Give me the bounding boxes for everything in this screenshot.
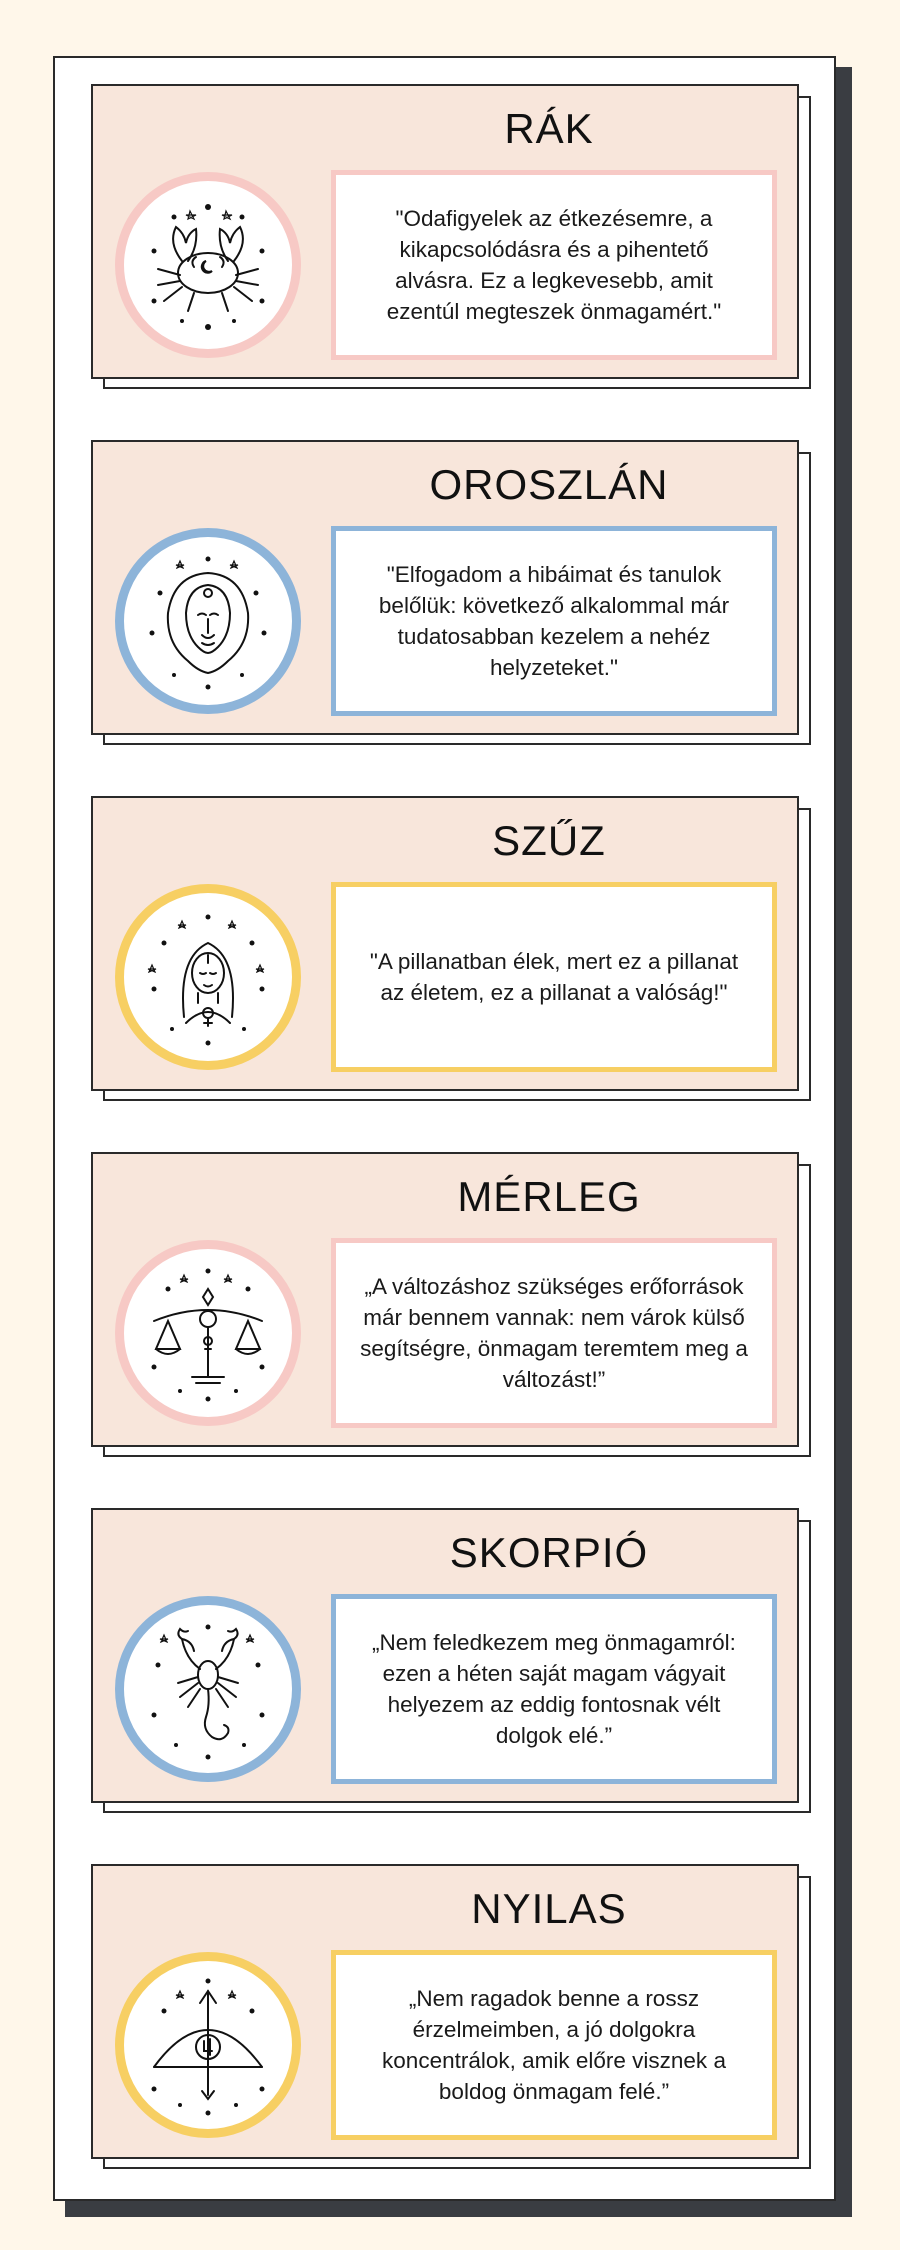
scorpio-scorpion-icon [124, 1605, 292, 1773]
quote-text: "A pillanatban élek, mert ez a pillanat az életem, ez a pillanat a valóság!" [369, 949, 739, 1005]
sign-card-skorpio [91, 1508, 813, 1815]
leo-lion-icon [124, 537, 292, 705]
medallion [115, 884, 301, 1070]
sign-card-rak [91, 84, 813, 391]
sign-card-oroszlan [91, 440, 813, 747]
sign-card-nyilas [91, 1864, 813, 2171]
sign-card-merleg [91, 1152, 813, 1459]
medallion [115, 1596, 301, 1782]
sign-title: MÉRLEG [457, 1173, 641, 1220]
quote-box [331, 1238, 777, 1428]
sign-title: SZŰZ [492, 817, 606, 864]
quote-box [331, 1950, 777, 2140]
quote-text: "Odafigyelek az étkezésemre, a kikapcsolódásra és a pihentető alvásra. Ez a legkevesebb, amit ezentúl megteszek önmagamért." [386, 206, 722, 324]
card [91, 84, 799, 379]
medallion [115, 1952, 301, 2138]
medallion [115, 172, 301, 358]
quote-box [331, 1594, 777, 1784]
medallion [115, 528, 301, 714]
sign-title: OROSZLÁN [429, 461, 669, 508]
cancer-crab-icon [124, 181, 292, 349]
libra-scales-icon [124, 1249, 292, 1417]
sign-title: NYILAS [471, 1885, 627, 1932]
sign-card-szuz [91, 796, 813, 1103]
sagittarius-bow-icon [124, 1961, 292, 2129]
sign-title: SKORPIÓ [449, 1529, 649, 1576]
quote-text: „Nem feledkezem meg önmagamról: ezen a héten saját magam vágyait helyezem az eddig fontosnak vélt dolgok elé.” [372, 1630, 736, 1748]
card [91, 1152, 799, 1447]
quote-text: „A változáshoz szükséges erőforrások már bennem vannak: nem várok külső segítségre, önmagam teremtem meg a változást!” [360, 1274, 748, 1392]
quote-box [331, 526, 777, 716]
quote-text: „Nem ragadok benne a rossz érzelmeimben, a jó dolgokra koncentrálok, amik előre visznek a boldog önmagam felé.” [382, 1986, 726, 2104]
virgo-maiden-icon [124, 893, 292, 1061]
card [91, 440, 799, 735]
quote-text: "Elfogadom a hibáimat és tanulok belőlük: következő alkalommal már tudatosabban kezelem a nehéz helyzeteket." [378, 562, 730, 680]
card [91, 1508, 799, 1803]
quote-box [331, 170, 777, 360]
sign-title: RÁK [504, 105, 594, 152]
card [91, 796, 799, 1091]
quote-box [331, 882, 777, 1072]
medallion [115, 1240, 301, 1426]
card [91, 1864, 799, 2159]
